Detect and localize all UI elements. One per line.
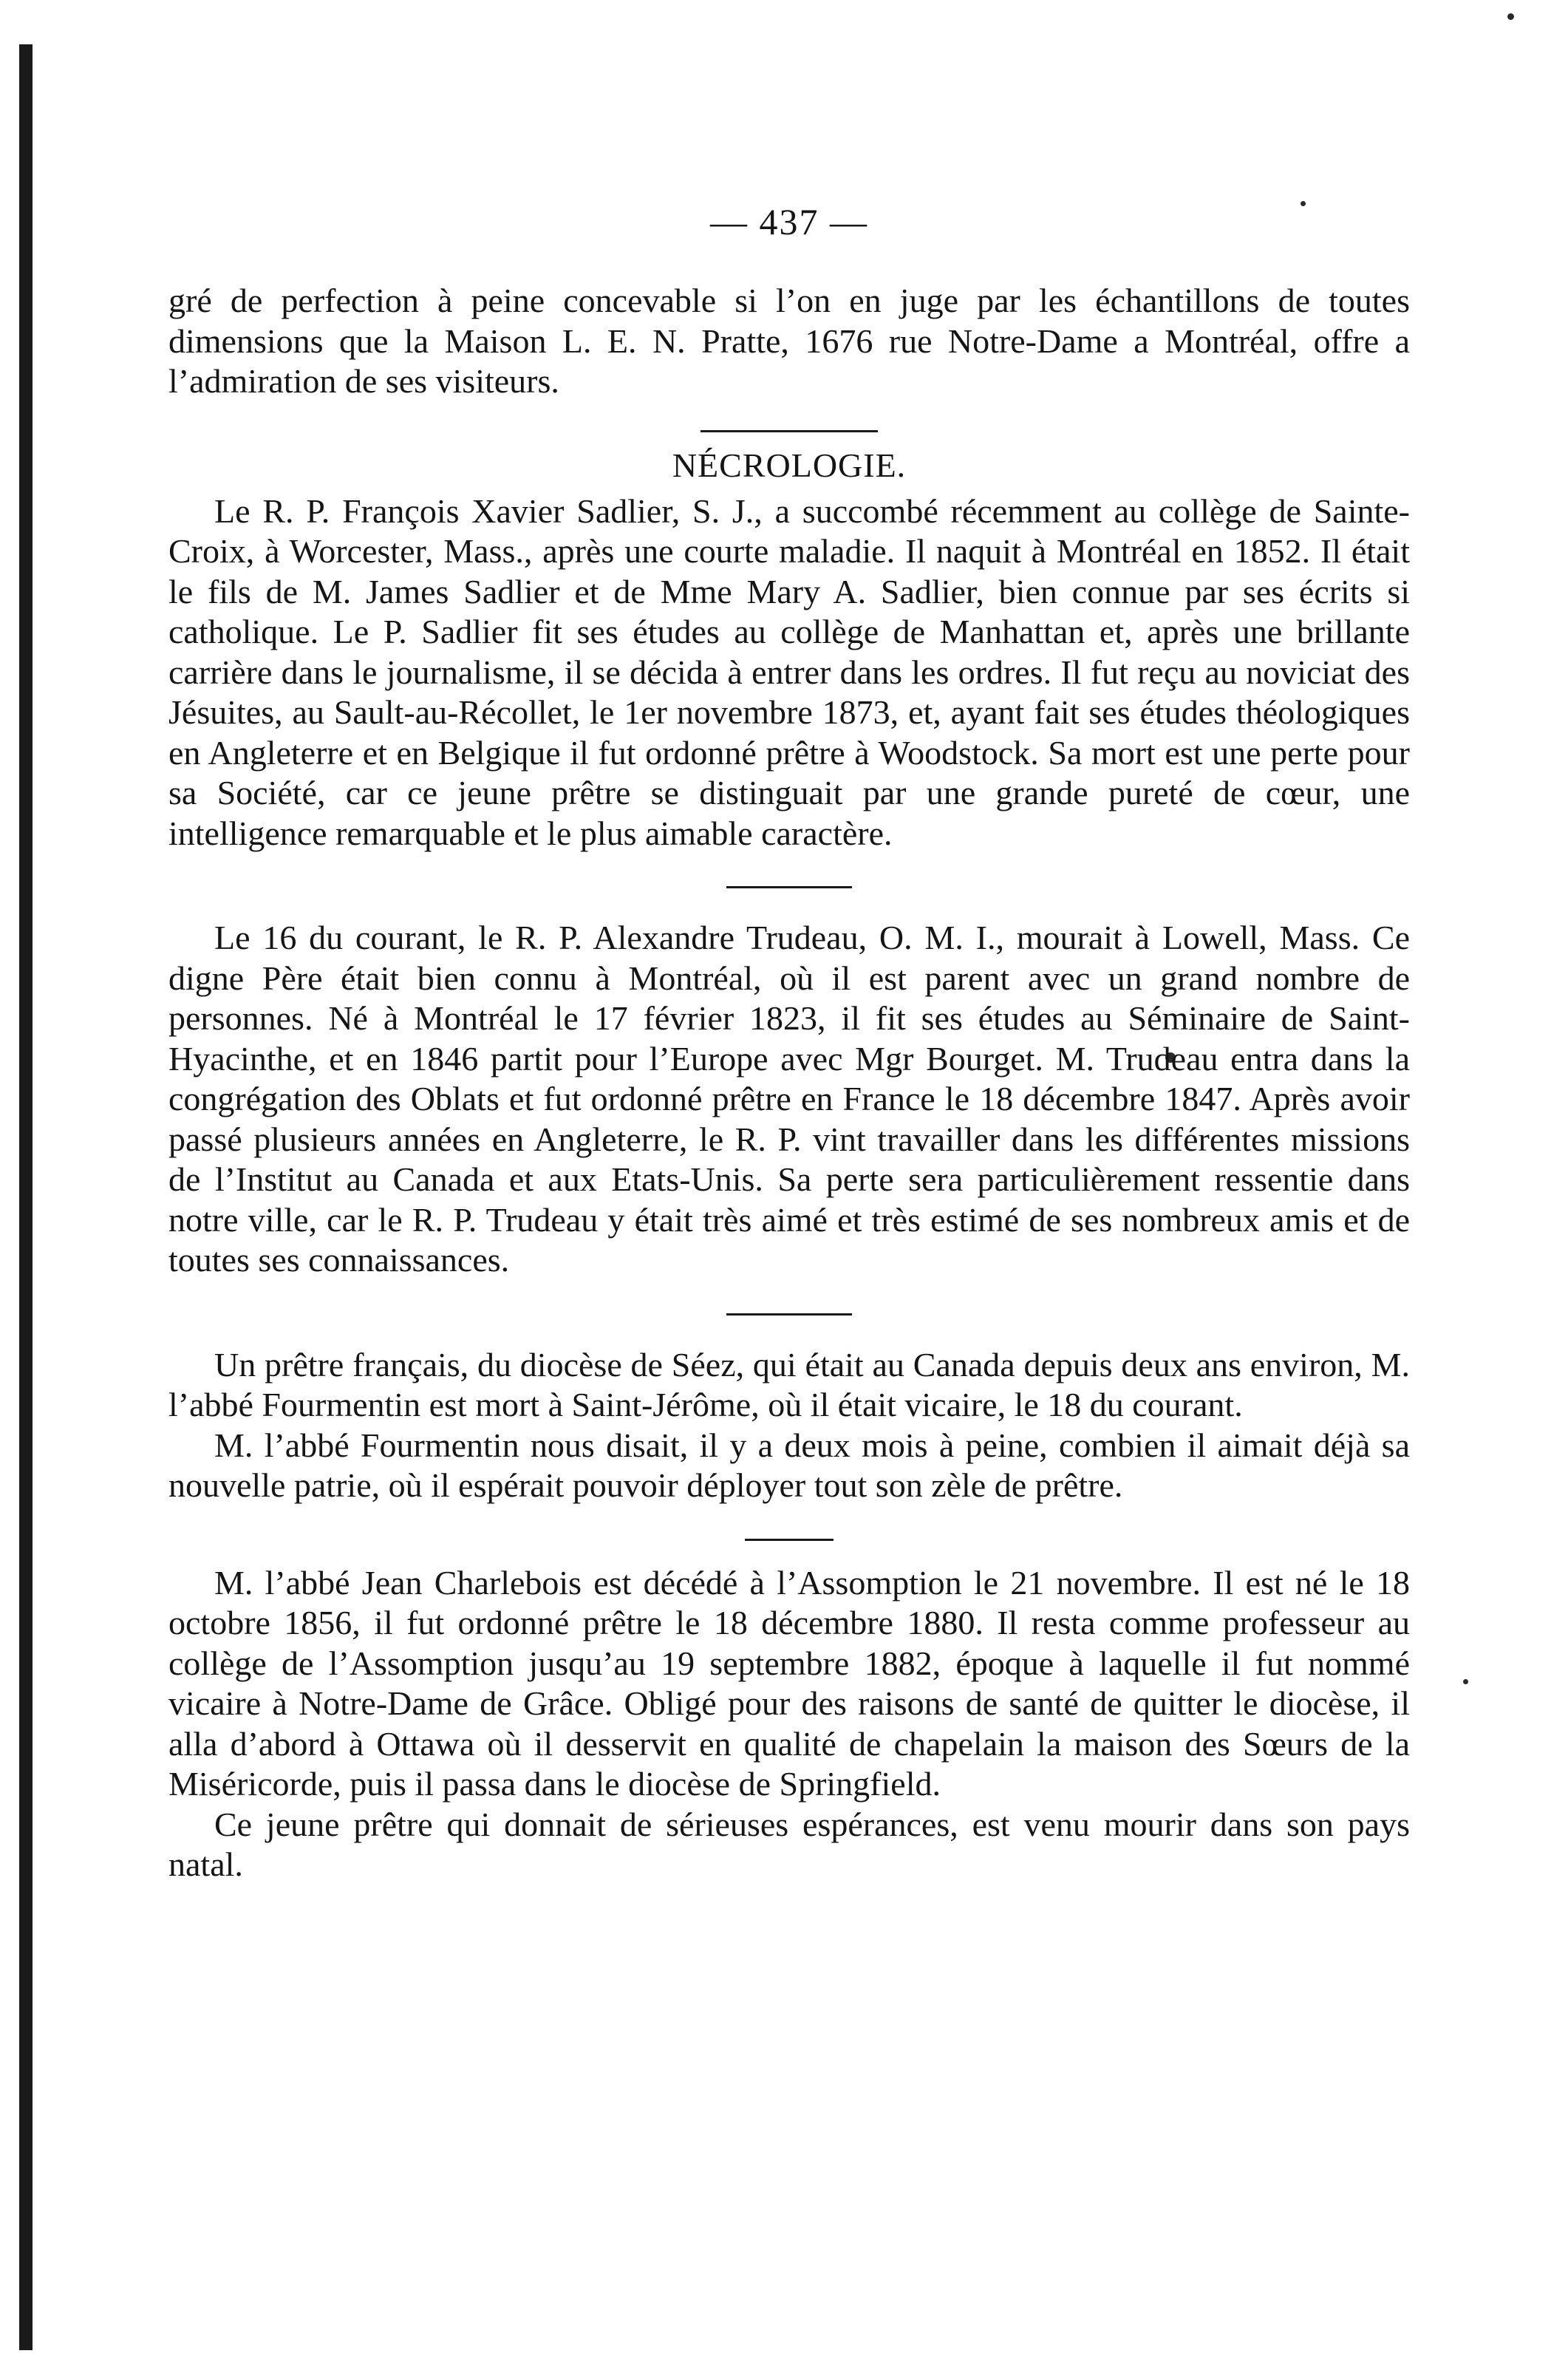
obituary-paragraph: Le 16 du courant, le R. P. Alexandre Trudeau, O. M. I., mourait à Lowell, Mass. Ce digne Père était bien connu à Montréal, où il est parent avec un grand nombre de personnes. Né à Montréal le 17 février 1823, il fit ses études au Séminaire de Saint-Hyacinthe, et en 1846 partit pour l’Europe avec Mgr Bourget. M. Trudeau entra dans la congrégation des Oblats et fut ordonné prêtre en France le 18 décembre 1847. Après avoir passé plusieurs années en Angleterre, le R. P. vint travailler dans les différentes missions de l’Institut au Canada et aux Etats-Unis. Sa perte sera particulièrement ressentie dans notre ville, car le R. P. Trudeau y était très aimé et très estimé de ses nombreux amis et de toutes ses connaissances. bbox=[168, 919, 1410, 1279]
obituary-charlebois bbox=[168, 1563, 1410, 1885]
obituary-fourmentin bbox=[168, 1345, 1410, 1506]
scan-speck bbox=[1507, 13, 1514, 20]
separator-rule bbox=[726, 886, 852, 888]
obituary-sadlier bbox=[168, 491, 1410, 854]
section-rule bbox=[701, 430, 878, 432]
obituary-paragraph: Le R. P. François Xavier Sadlier, S. J., a succombé récemment au collège de Sainte-Croix, à Worcester, Mass., après une courte maladie. Il naquit à Montréal en 1852. Il était le fils de M. James Sadlier et de Mme Mary A. Sadlier, bien connue par ses écrits si catholique. Le P. Sadlier fit ses études au collège de Manhattan et, après une brillante carrière dans le journalisme, il se décida à entrer dans les ordres. Il fut reçu au noviciat des Jésuites, au Sault-au-Récollet, le 1er novembre 1873, et, ayant fait ses études théologiques en Angleterre et en Belgique il fut ordonné prêtre à Woodstock. Sa mort est une perte pour sa Société, car ce jeune prêtre se distinguait par une grande pureté de cœur, une intelligence remarquable et le plus aimable caractère. bbox=[168, 491, 1410, 852]
scan-speck bbox=[1463, 1679, 1468, 1684]
obituary-paragraph: M. l’abbé Jean Charlebois est décédé à l’Assomption le 21 novembre. Il est né le 18 octobre 1856, il fut ordonné prêtre le 18 décembre 1880. Il resta comme professeur au collège de l’Assomption jusqu’au 19 septembre 1882, époque à laquelle il fut nommé vicaire à Notre-Dame de Grâce. Obligé pour des raisons de santé de quitter le diocèse, il alla d’abord à Ottawa où il desservit en qualité de chapelain la maison des Sœurs de la Miséricorde, puis il passa dans le diocèse de Springfield. bbox=[168, 1563, 1410, 1803]
obituary-paragraph: Ce jeune prêtre qui donnait de sérieuses espérances, est venu mourir dans son pays natal. bbox=[168, 1805, 1410, 1883]
scan-binding-edge bbox=[19, 44, 33, 2350]
section-heading: NÉCROLOGIE. bbox=[672, 446, 907, 484]
obituary-trudeau bbox=[168, 918, 1410, 1281]
separator-rule bbox=[745, 1539, 834, 1541]
obituary-paragraph: M. l’abbé Fourmentin nous disait, il y a deux mois à peine, combien il aimait déjà sa nouvelle patrie, où il espérait pouvoir déployer tout son zèle de prêtre. bbox=[168, 1426, 1410, 1504]
document-page bbox=[168, 200, 1410, 1885]
page-number: — 437 — bbox=[710, 201, 868, 242]
separator-rule bbox=[726, 1313, 852, 1316]
obituary-paragraph: Un prêtre français, du diocèse de Séez, qui était au Canada depuis deux ans environ, M. l’abbé Fourmentin est mort à Saint-Jérôme, où il était vicaire, le 18 du courant. bbox=[168, 1345, 1410, 1423]
intro-paragraph: gré de perfection à peine concevable si l’on en juge par les échantillons de toutes dimensions que la Maison L. E. N. Pratte, 1676 rue Notre-Dame a Montréal, offre a l’admiration de ses visiteurs. bbox=[168, 282, 1410, 400]
